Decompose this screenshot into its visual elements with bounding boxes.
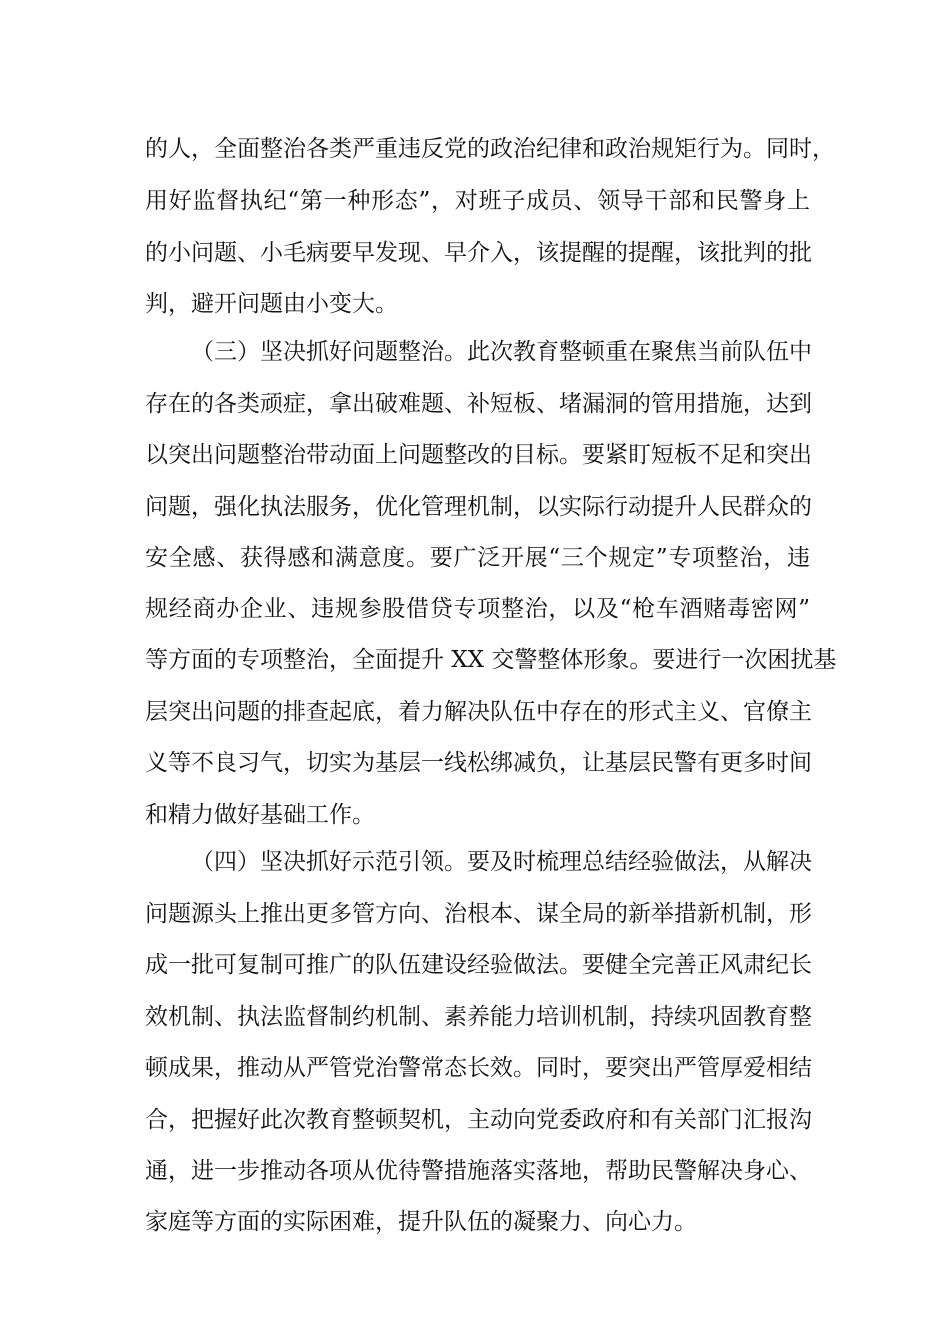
text-line: 用好监督执纪“第一种形态”，对班子成员、领导干部和民警身上: [145, 188, 810, 214]
text-line: 问题，强化执法服务，优化管理机制，以实际行动提升人民群众的: [145, 494, 812, 520]
text-line: 以突出问题整治带动面上问题整改的目标。要紧盯短板不足和突出: [145, 442, 812, 468]
text-line: 顿成果，推动从严管党治警常态长效。同时，要突出严管厚爱相结: [145, 1055, 812, 1081]
text-line: 义等不良习气，切实为基层一线松绑减负，让基层民警有更多时间: [145, 750, 812, 776]
text-line: 判，避开问题由小变大。: [145, 291, 398, 317]
text-line: 规经商办企业、违规参股借贷专项整治，以及“枪车酒赌毒密网”: [145, 596, 810, 622]
text-line: 效机制、执法监督制约机制、素养能力培训机制，持续巩固教育整: [145, 1004, 812, 1030]
section-heading-line: （三）坚决抓好问题整治。此次教育整顿重在聚焦当前队伍中: [191, 339, 812, 365]
text-line: 层突出问题的排查起底，着力解决队伍中存在的形式主义、官僚主: [145, 699, 812, 725]
text-line: 和精力做好基础工作。: [145, 802, 375, 828]
text-line: 的人，全面整治各类严重违反党的政治纪律和政治规矩行为。同时，: [145, 136, 835, 162]
text-line: 等方面的专项整治，全面提升 XX 交警整体形象。要进行一次困扰基: [145, 647, 837, 673]
text-line: 的小问题、小毛病要早发现、早介入，该提醒的提醒，该批判的批: [145, 240, 812, 266]
text-line: 存在的各类顽症，拿出破难题、补短板、堵漏洞的管用措施，达到: [145, 391, 812, 417]
text-line: 成一批可复制可推广的队伍建设经验做法。要健全完善正风肃纪长: [145, 952, 812, 978]
text-line: 问题源头上推出更多管方向、治根本、谋全局的新举措新机制，形: [145, 901, 812, 927]
text-line: 安全感、获得感和满意度。要广泛开展“三个规定”专项整治，违: [145, 545, 810, 571]
text-line: 合，把握好此次教育整顿契机，主动向党委政府和有关部门汇报沟: [145, 1107, 812, 1133]
section-heading-line: （四）坚决抓好示范引领。要及时梳理总结经验做法，从解决: [191, 849, 812, 875]
text-line: 家庭等方面的实际困难，提升队伍的凝聚力、向心力。: [145, 1209, 697, 1235]
text-line: 通，进一步推动各项从优待警措施落实落地，帮助民警解决身心、: [145, 1158, 812, 1184]
